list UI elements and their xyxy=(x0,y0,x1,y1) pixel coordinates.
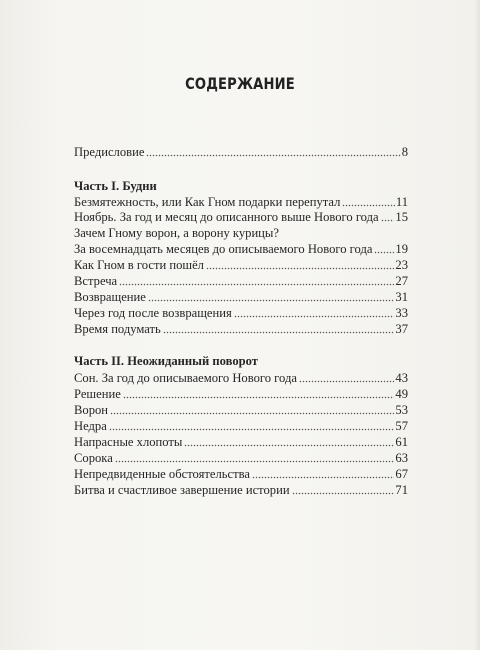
toc-entry-page: 8 xyxy=(401,145,408,159)
toc-entry xyxy=(74,467,408,482)
leader-dots xyxy=(119,276,394,286)
toc-entry xyxy=(74,258,408,273)
toc-entry-label: Время подумать xyxy=(74,322,161,336)
toc-entry-page: 67 xyxy=(395,467,408,481)
toc-entry xyxy=(74,274,408,289)
page-title: СОДЕРЖАНИЕ xyxy=(185,74,295,93)
toc-entry xyxy=(74,451,408,466)
toc-entry xyxy=(74,419,408,434)
leader-dots xyxy=(206,260,394,270)
toc-entry-label: Решение xyxy=(74,387,121,401)
toc-entry-page: 71 xyxy=(395,483,408,497)
toc-entry-page: 37 xyxy=(395,322,408,336)
toc-entry-preface xyxy=(74,145,408,160)
toc-entry-label: Безмятежность, или Как Гном подарки перепутал xyxy=(74,195,341,209)
toc-entry-label: Битва и счастливое завершение истории xyxy=(74,483,290,497)
toc-entry-label: Недра xyxy=(74,419,107,433)
toc-entry xyxy=(74,403,408,418)
toc-entry-label: Ворон xyxy=(74,403,109,417)
page-edge-shadow xyxy=(474,0,480,650)
toc-entry-page: 33 xyxy=(395,306,408,320)
toc-entry xyxy=(74,210,408,225)
toc-entry-page: 61 xyxy=(395,435,408,449)
toc-entry xyxy=(74,242,408,257)
toc-entry xyxy=(74,387,408,402)
toc-entry-page: 19 xyxy=(395,242,408,256)
leader-dots xyxy=(163,324,395,334)
toc-entry xyxy=(74,226,408,241)
toc-entry-label: Через год после возвращения xyxy=(74,306,232,320)
toc-entry xyxy=(74,306,408,321)
toc-entry xyxy=(74,371,408,386)
toc-entry-page: 31 xyxy=(395,290,408,304)
leader-dots xyxy=(146,147,400,157)
part-heading-2: Часть II. Неожиданный поворот xyxy=(74,354,258,368)
toc-entry-page: 57 xyxy=(395,419,408,433)
toc-entry-label: Возвращение xyxy=(74,290,146,304)
part-heading-1: Часть I. Будни xyxy=(74,179,157,193)
leader-dots xyxy=(252,469,394,479)
toc-entry-page: 15 xyxy=(395,210,408,224)
leader-dots xyxy=(109,421,395,431)
toc-entry-label: За восемнадцать месяцев до описываемого Нового года xyxy=(74,242,373,256)
toc-entry xyxy=(74,483,408,498)
leader-dots xyxy=(110,405,394,415)
toc-entry-page: 27 xyxy=(395,274,408,288)
toc-entry-label: Сорока xyxy=(74,451,113,465)
toc-entry-label: Встреча xyxy=(74,274,118,288)
toc-entry-label: Сон. За год до описываемого Нового года xyxy=(74,371,297,385)
leader-dots xyxy=(148,292,395,302)
leader-dots xyxy=(374,244,394,254)
toc-entry xyxy=(74,322,408,337)
toc-entry-page: 43 xyxy=(395,371,408,385)
leader-dots xyxy=(381,212,395,222)
toc-entry-page: 53 xyxy=(395,403,408,417)
toc-entry-label: Зачем Гному ворон, а ворону курицы? xyxy=(74,226,279,240)
leader-dots xyxy=(299,373,394,383)
toc-entry xyxy=(74,435,408,450)
toc-entry-label: Напрасные хлопоты xyxy=(74,435,183,449)
leader-dots xyxy=(234,308,395,318)
toc-entry xyxy=(74,290,408,305)
toc-entry xyxy=(74,195,408,210)
leader-dots xyxy=(115,453,395,463)
toc-entry-label: Непредвиденные обстоятельства xyxy=(74,467,250,481)
toc-entry-label: Ноябрь. За год и месяц до описанного выше Нового года xyxy=(74,210,379,224)
toc-entry-page: 49 xyxy=(395,387,408,401)
leader-dots xyxy=(342,197,394,207)
leader-dots xyxy=(184,437,394,447)
leader-dots xyxy=(292,485,395,495)
toc-entry-page: 23 xyxy=(395,258,408,272)
leader-dots xyxy=(123,389,395,399)
toc-entry-page: 63 xyxy=(395,451,408,465)
toc-entry-label: Предисловие xyxy=(74,145,145,159)
toc-entry-page: 11 xyxy=(395,195,408,209)
toc-entry-label: Как Гном в гости пошёл xyxy=(74,258,204,272)
